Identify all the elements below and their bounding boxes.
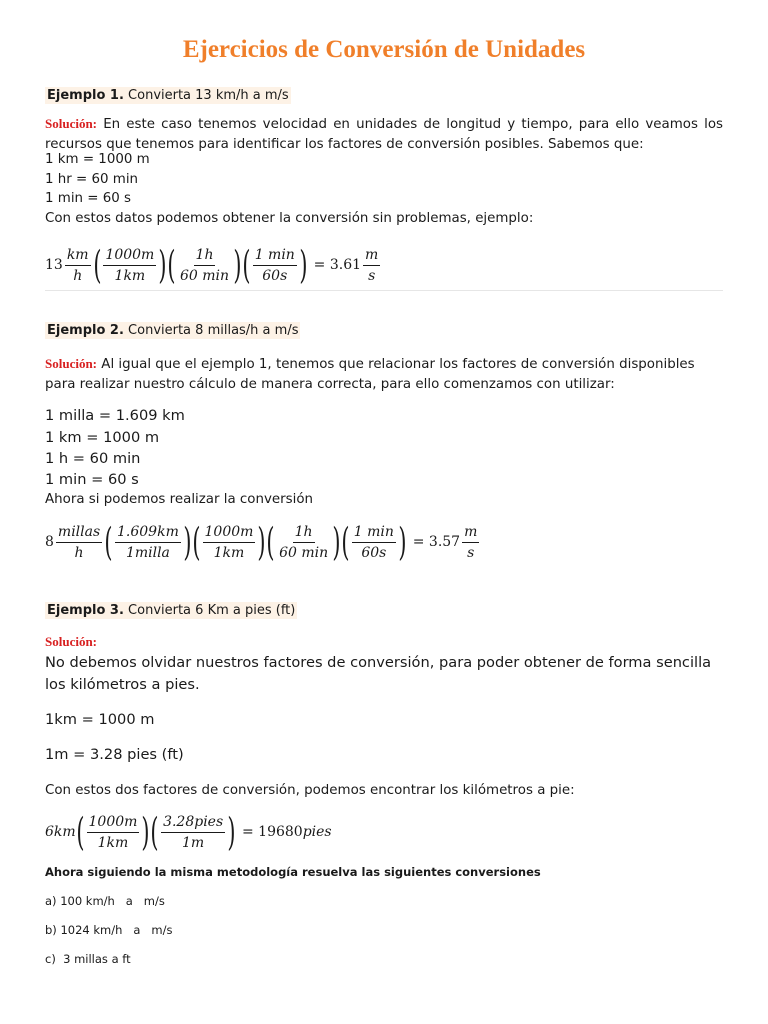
exercise-item: c) 3 millas a ft bbox=[45, 952, 131, 966]
example-2-solution bbox=[45, 354, 723, 394]
example-1-prompt: Convierta 13 km/h a m/s bbox=[128, 88, 289, 103]
example-1-fact: 1 hr = 60 min bbox=[45, 172, 139, 187]
example-3-fact: 1m = 3.28 pies (ft) bbox=[45, 746, 184, 763]
example-1-fact: 1 km = 1000 m bbox=[45, 152, 150, 167]
solution-label: Solución: bbox=[45, 116, 98, 131]
fraction: $\frac{1 \min}{60s}$ bbox=[254, 246, 295, 284]
fraction: $\frac{1000m}{1km}$ bbox=[204, 523, 254, 561]
example-3-conclusion: Con estos dos factores de conversión, podemos encontrar los kilómetros a pie: bbox=[45, 783, 575, 798]
example-2-fact: 1 milla = 1.609 km bbox=[45, 407, 185, 424]
example-2-fact: 1 h = 60 min bbox=[45, 450, 141, 467]
example-3-solution-label bbox=[45, 634, 97, 650]
example-2-formula: 8 $\frac{\text{millas}}{h}$ ( $\frac{1.609km}{\text{1milla}}$ ) ( $\frac{1000m}{1km}$ ) ( $\frac{1h}{60 \min}$ ) ( $\frac{1 \min}{60s}$ ) = 3.57 $\frac{m}{s}$ bbox=[45, 520, 478, 564]
example-1-formula: 13 $\frac{km}{h}$ ( $\frac{1000m}{1km}$ ) ( $\frac{1h}{60 \min}$ ) ( $\frac{1 \min}{60s}$ ) = 3.61 $\frac{m}{s}$ bbox=[45, 243, 379, 287]
example-2-heading bbox=[45, 323, 300, 338]
example-2-fact: 1 min = 60 s bbox=[45, 471, 139, 488]
formula-lead: 13 bbox=[45, 257, 63, 273]
example-2-fact: 1 km = 1000 m bbox=[45, 429, 160, 446]
fraction: $\frac{m}{s}$ bbox=[365, 246, 379, 284]
fraction: $\frac{1000m}{1km}$ bbox=[88, 813, 138, 851]
fraction: $\frac{1h}{60 \min}$ bbox=[179, 246, 230, 284]
fraction: $\frac{1000m}{1km}$ bbox=[105, 246, 155, 284]
example-2-conclusion: Ahora si podemos realizar la conversión bbox=[45, 492, 314, 507]
formula-unit: pies bbox=[302, 824, 332, 840]
fraction: $\frac{\text{3.28pies}}{1m}$ bbox=[163, 813, 224, 851]
formula-result: = 3.57 bbox=[412, 534, 461, 550]
fraction: $\frac{m}{s}$ bbox=[464, 523, 478, 561]
example-3-text: No debemos olvidar nuestros factores de conversión, para poder obtener de forma sencilla los kilómetros a pies. bbox=[45, 654, 712, 693]
fraction: $\frac{1.609km}{\text{1milla}}$ bbox=[117, 523, 179, 561]
example-1-text: En este caso tenemos velocidad en unidades de longitud y tiempo, para ello veamos los recursos que tenemos para identificar los factores de conversión posibles. Sabemos que: bbox=[45, 117, 723, 152]
exercise-item: a) 100 km/h a m/s bbox=[45, 894, 165, 908]
example-1-fact: 1 min = 60 s bbox=[45, 191, 132, 206]
example-1-solution bbox=[45, 114, 723, 154]
example-3-prompt: Convierta 6 Km a pies (ft) bbox=[128, 603, 296, 618]
solution-label: Solución: bbox=[45, 356, 98, 371]
fraction: $\frac{km}{h}$ bbox=[66, 246, 89, 284]
example-3-formula: 6km ( $\frac{1000m}{1km}$ ) ( $\frac{\text{3.28pies}}{1m}$ ) = 19680 pies bbox=[45, 810, 332, 854]
formula-result: = 3.61 bbox=[313, 257, 362, 273]
solution-label: Solución: bbox=[45, 634, 98, 649]
example-1-label: Ejemplo 1. bbox=[47, 88, 124, 103]
example-2-label: Ejemplo 2. bbox=[47, 323, 124, 338]
formula-lead: 6km bbox=[45, 824, 76, 840]
example-3-heading bbox=[45, 603, 297, 618]
example-2-prompt: Convierta 8 millas/h a m/s bbox=[128, 323, 299, 338]
fraction: $\frac{1 \min}{60s}$ bbox=[353, 523, 394, 561]
example-1-conclusion: Con estos datos podemos obtener la conversión sin problemas, ejemplo: bbox=[45, 211, 534, 226]
fraction: $\frac{1h}{60 \min}$ bbox=[279, 523, 329, 561]
exercises-heading: Ahora siguiendo la misma metodología resuelva las siguientes conversiones bbox=[45, 865, 541, 879]
divider bbox=[45, 290, 723, 291]
fraction: $\frac{\text{millas}}{h}$ bbox=[57, 523, 101, 561]
example-2-text: Al igual que el ejemplo 1, tenemos que relacionar los factores de conversión disponibles para realizar nuestro cálculo de manera correcta, para ello comenzamos con utilizar: bbox=[45, 357, 695, 392]
example-1-heading bbox=[45, 88, 291, 103]
example-3-fact: 1km = 1000 m bbox=[45, 711, 155, 728]
formula-result: = 19680 bbox=[241, 824, 303, 840]
exercise-item: b) 1024 km/h a m/s bbox=[45, 923, 173, 937]
page-title: Ejercicios de Conversión de Unidades bbox=[182, 36, 586, 63]
example-3-label: Ejemplo 3. bbox=[47, 603, 124, 618]
formula-lead: 8 bbox=[45, 534, 54, 550]
